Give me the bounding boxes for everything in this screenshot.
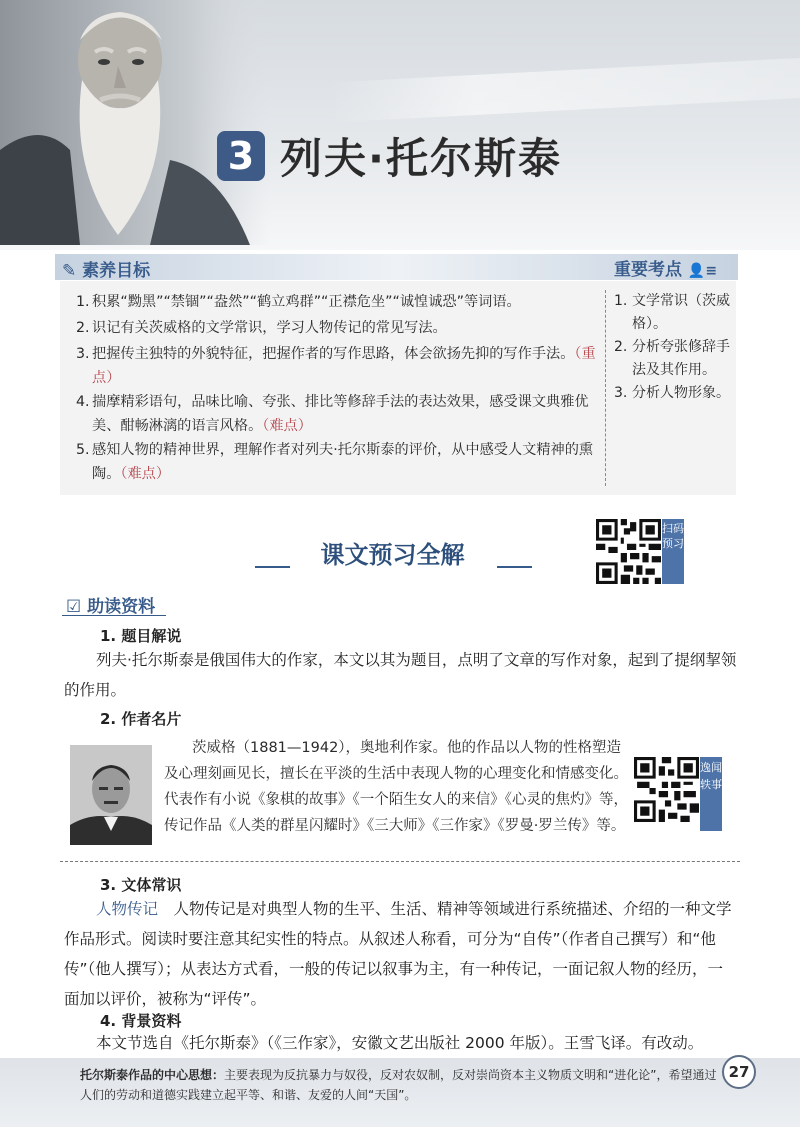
title-line-right [497, 566, 532, 568]
footer-note [80, 1065, 725, 1105]
qr-code-preview[interactable] [596, 519, 661, 584]
key-points-heading-text: 重要考点 [614, 260, 682, 280]
importance-tag: （重点） [92, 346, 596, 386]
objective-item: 4. 揣摩精彩语句，品味比喻、夸张、排比等修辞手法的表达效果，感受课文典雅优美、酣畅淋漓的语言风格。（难点） [76, 394, 589, 434]
key-points-heading [614, 255, 717, 280]
qr-code-anecdotes[interactable] [634, 757, 699, 822]
reading-heading-underline [62, 615, 166, 616]
edit-check-icon: ☑ [66, 597, 82, 617]
dotted-separator [60, 861, 740, 862]
objectives-divider [605, 290, 606, 486]
title-explain-heading: 1. 题目解说 [100, 627, 182, 645]
key-point-item: 1. 文学常识（茨威格）。 [614, 293, 730, 332]
qr-anecdotes-label: 逸闻轶事 [700, 757, 722, 831]
genre-term: 人物传记 [96, 900, 159, 918]
background-text: 本文节选自《托尔斯泰》（《三作家》，安徽文艺出版社 2000 年版）。王雪飞译。有改动。 [96, 1034, 704, 1052]
objective-item: 2. 识记有关茨威格的文学常识，学习人物传记的常见写法。 [76, 320, 447, 336]
objective-item: 5. 感知人物的精神世界，理解作者对列夫·托尔斯泰的评价，从中感受人文精神的熏陶。（难点） [76, 442, 594, 482]
key-point-item: 2. 分析夸张修辞手法及其作用。 [614, 339, 730, 378]
reading-heading-text: 助读资料 [87, 597, 156, 617]
lesson-title: 列夫·托尔斯泰 [280, 134, 562, 183]
section-title: 课文预习全解 [320, 541, 465, 569]
lesson-number-badge: 3 [217, 131, 265, 181]
qr-preview-label: 扫码预习 [662, 519, 684, 584]
tolstoy-portrait [0, 0, 270, 245]
author-heading: 2. 作者名片 [100, 710, 182, 728]
objectives-heading [62, 256, 150, 281]
importance-tag: （难点） [120, 466, 171, 482]
footer-note-label: 托尔斯泰作品的中心思想： [80, 1068, 225, 1082]
person-list-icon: 👤≡ [687, 263, 718, 279]
key-points-list [614, 290, 732, 405]
reading-heading [66, 592, 155, 617]
footer-note-text: 主要表现为反抗暴力与奴役，反对农奴制，反对崇尚资本主义物质文明和“进化论”，希望通过人们的劳动和道德实践建立起平等、和谐、友爱的人间“天国”。 [80, 1068, 717, 1102]
genre-text: 人物传记是对典型人物的生平、生活、精神等领域进行系统描述、介绍的一种文学作品形式。阅读时要注意其纪实性的特点。从叙述人称看，可分为“自传”（作者自己撰写）和“他传”（他人撰写）；从表达方式看，一般的传记以叙事为主，有一种传记，一面记叙人物的经历，一面加以评价，被称为“评传”。 [64, 900, 732, 1008]
objective-item: 3. 把握传主独特的外貌特征，把握作者的写作思路，体会欲扬先抑的写作手法。（重点） [76, 346, 596, 386]
key-point-item: 3. 分析人物形象。 [614, 385, 730, 401]
page-number: 27 [722, 1055, 756, 1089]
background-heading: 4. 背景资料 [100, 1012, 182, 1030]
author-bio: 茨威格（1881—1942），奥地利作家。他的作品以人物的性格塑造及心理刻画见长，擅长在平淡的生活中表现人物的心理变化和情感变化。代表作有小说《象棋的故事》《一个陌生女人的来信》《心灵的焦灼》等，传记作品《人类的群星闪耀时》《三大师》《三作家》《罗曼·罗兰传》等。 [164, 740, 628, 834]
objective-item: 1. 积累“黝黑”“禁锢”“盎然”“鹤立鸡群”“正襟危坐”“诚惶诚恐”等词语。 [76, 294, 521, 310]
importance-tag: （难点） [262, 418, 312, 434]
edit-note-icon: ✎ [62, 261, 77, 281]
genre-heading: 3. 文体常识 [100, 876, 182, 894]
title-explain-text: 列夫·托尔斯泰是俄国伟大的作家，本文以其为题目，点明了文章的写作对象，起到了提纲挈领的作用。 [64, 651, 737, 699]
genre-paragraph [64, 894, 738, 1014]
author-photo [70, 745, 152, 845]
objectives-heading-text: 素养目标 [82, 261, 151, 281]
